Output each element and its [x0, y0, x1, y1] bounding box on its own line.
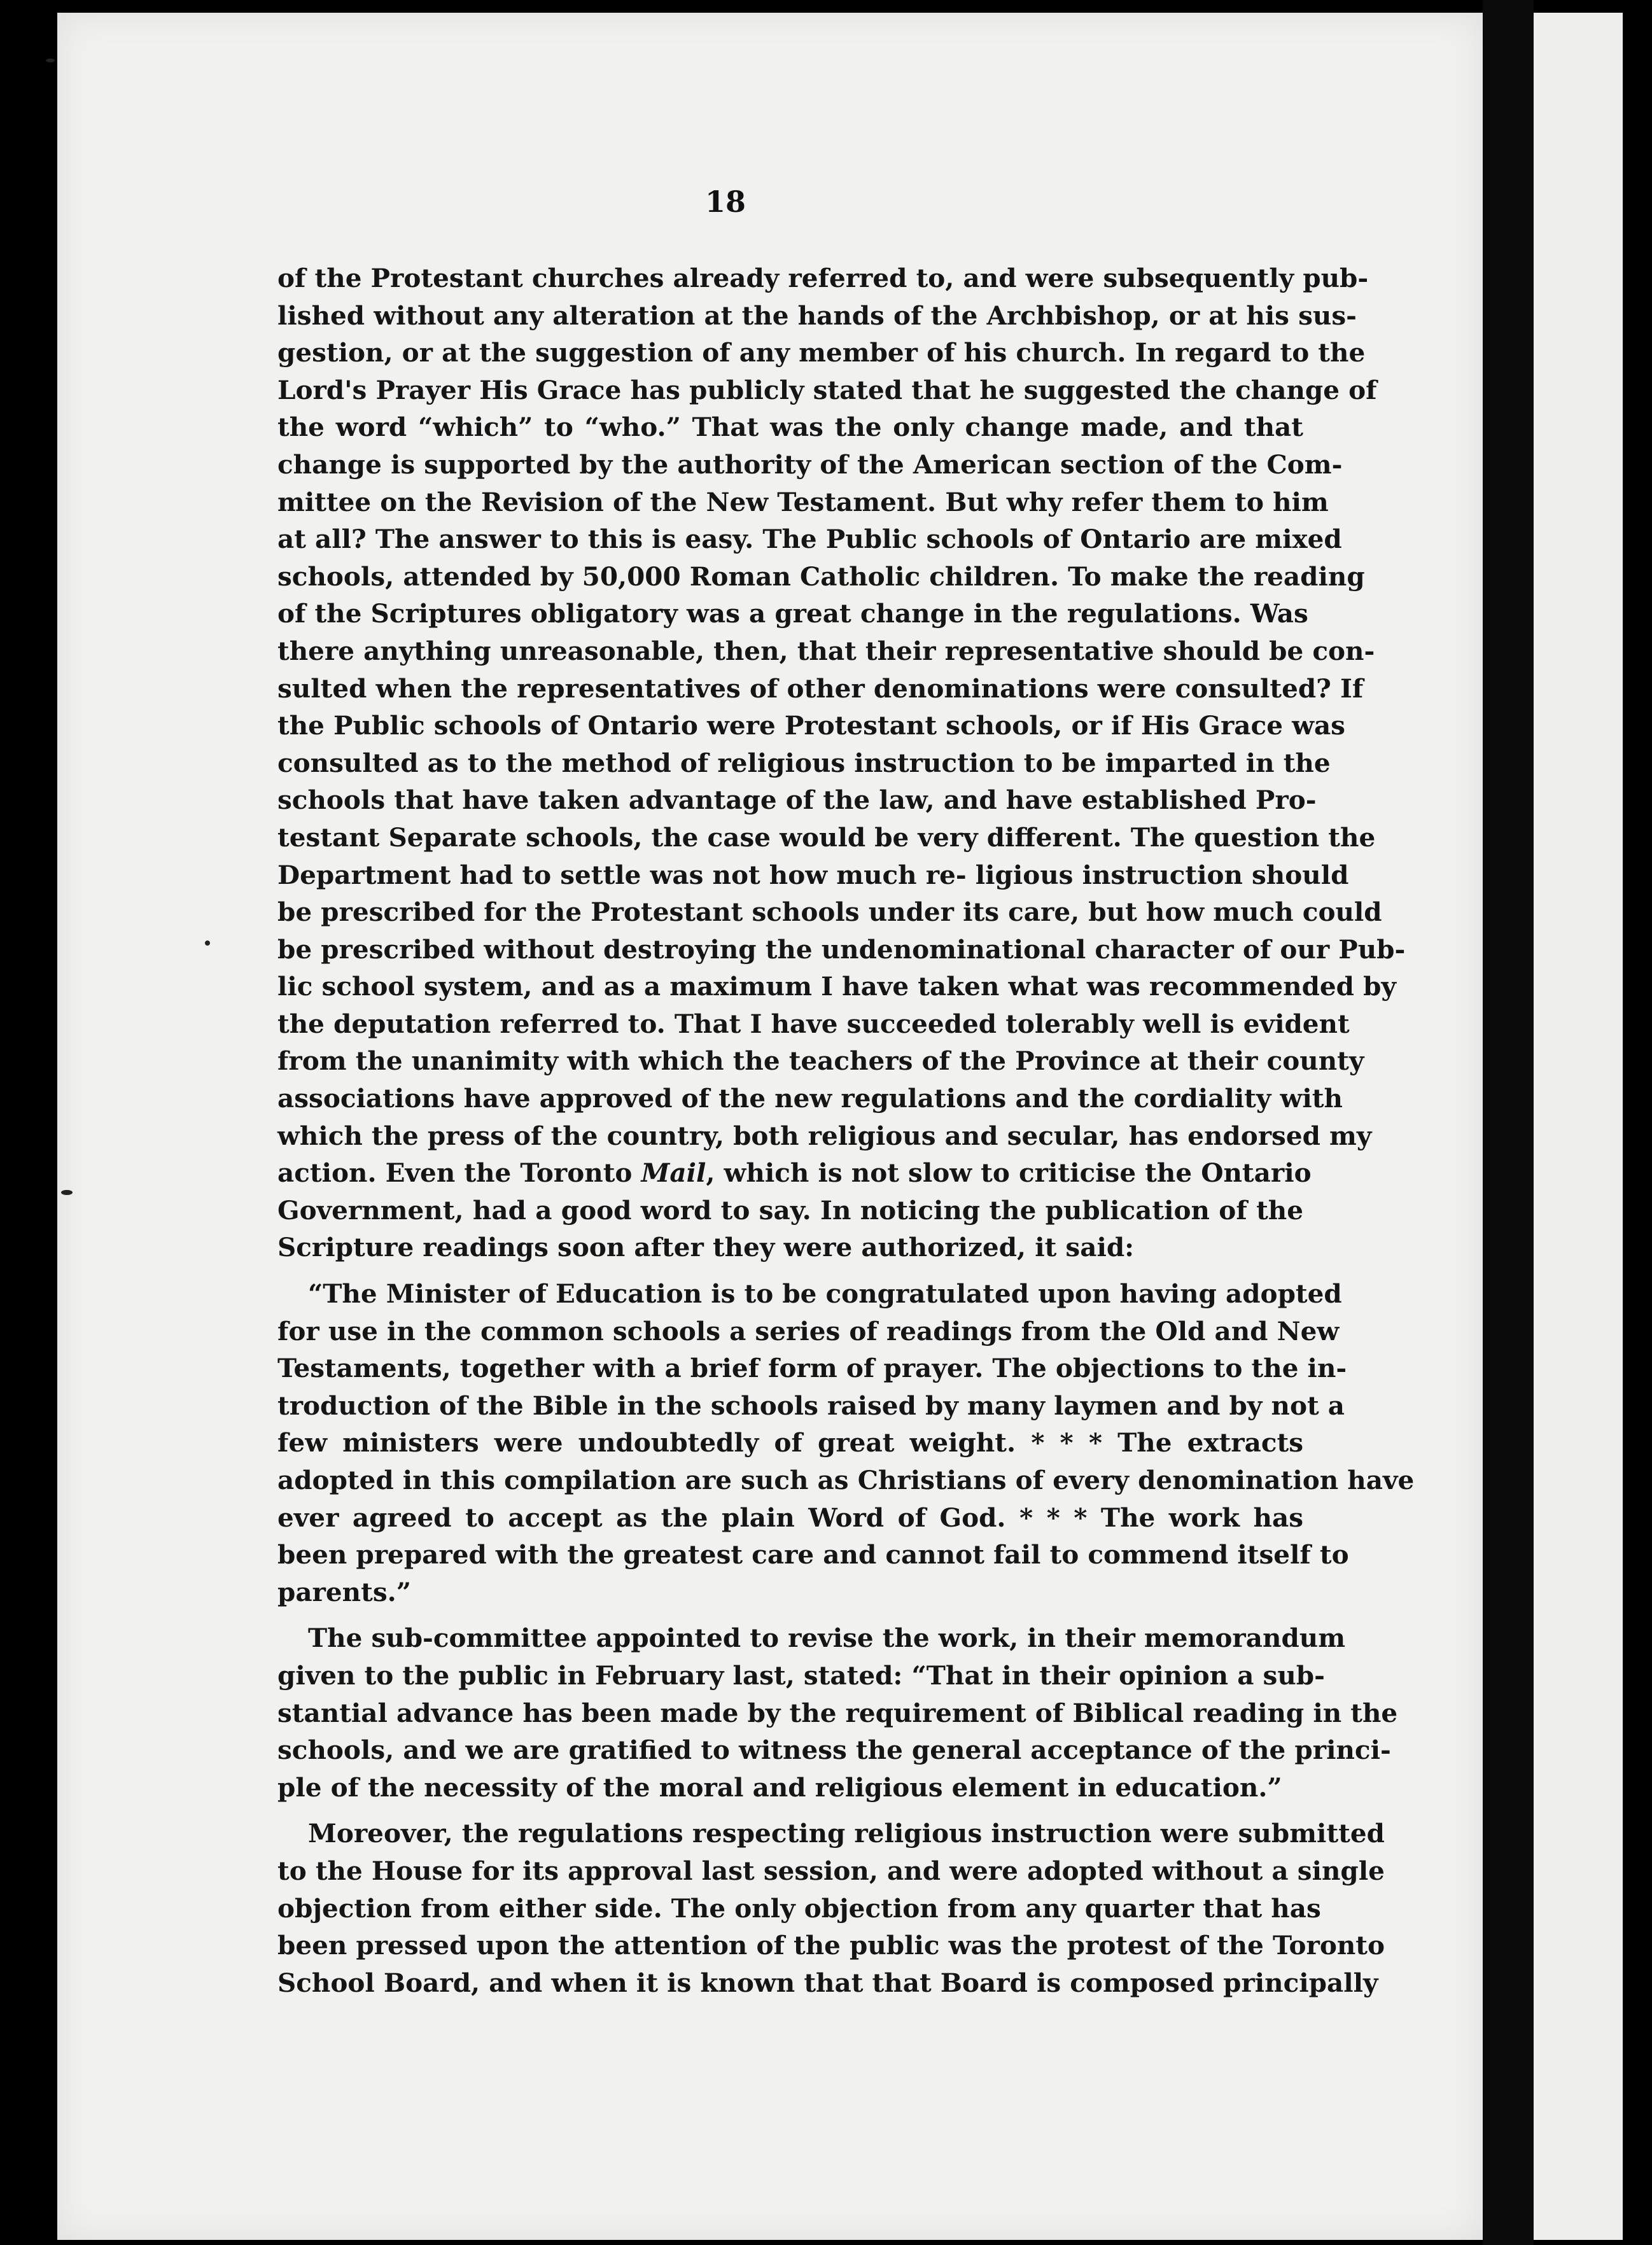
text-line: associations have approved of the new regulations and the cordiality with [277, 1083, 1343, 1114]
text-line: “The Minister of Education is to be congratulated upon having adopted [308, 1278, 1342, 1310]
text-line: action. Even the Toronto Mail, which is not slow to criticise the Ontario [277, 1157, 1312, 1189]
scan-speck [46, 59, 55, 62]
text-line: ple of the necessity of the moral and religious element in education.” [277, 1772, 1282, 1803]
text-line: few ministers were undoubtedly of great weight. * * * The extracts [277, 1427, 1303, 1458]
text-line: Testaments, together with a brief form of prayer. The objections to the in- [277, 1353, 1347, 1384]
text-line: objection from either side. The only objection from any quarter that has [277, 1892, 1321, 1924]
text-line: parents.” [277, 1576, 412, 1607]
text-line: Scripture readings soon after they were authorized, it said: [277, 1232, 1135, 1263]
binding-gap [1483, 0, 1534, 2245]
text-line: Department had to settle was not how much re- ligious instruction should [277, 859, 1349, 890]
text-line: of the Protestant churches already referred to, and were subsequently pub- [277, 263, 1369, 293]
text-line: consulted as to the method of religious instruction to be imparted in the [277, 747, 1331, 778]
text-line: schools, and we are gratified to witness the general acceptance of the princi- [277, 1735, 1391, 1766]
text-line: there anything unreasonable, then, that their representative should be con- [277, 635, 1375, 666]
text-line: the word “which” to “who.” That was the only change made, and that [277, 412, 1303, 443]
text-line: been prepared with the greatest care and cannot fail to commend itself to [277, 1539, 1349, 1570]
text-line: given to the public in February last, stated: “That in their opinion a sub- [277, 1660, 1325, 1691]
text-line: lic school system, and as a maximum I have taken what was recommended by [277, 971, 1396, 1002]
page-number: 18 [704, 185, 746, 219]
text-line: to the House for its approval last session, and were adopted without a single [277, 1855, 1385, 1886]
paragraph [277, 260, 1406, 1266]
text-line: be prescribed for the Protestant schools under its care, but how much could [277, 897, 1382, 928]
text-line: ever agreed to accept as the plain Word of God. * * * The work has [277, 1502, 1303, 1533]
text-line: testant Separate schools, the case would be very different. The question the [277, 822, 1376, 853]
text-line: School Board, and when it is known that that Board is composed principally [277, 1967, 1378, 1998]
adjacent-page-edge [1534, 13, 1623, 2240]
text-line: adopted in this compilation are such as Christians of every denomination have [277, 1465, 1415, 1495]
body-text [277, 260, 1415, 2001]
text-line: gestion, or at the suggestion of any member of his church. In regard to the [277, 337, 1366, 368]
text-line: Moreover, the regulations respecting religious instruction were submitted [308, 1818, 1385, 1849]
text-line: at all? The answer to this is easy. The Public schools of Ontario are mixed [277, 524, 1342, 555]
scan-speck [205, 941, 210, 946]
quotation-paragraph [277, 1275, 1415, 1611]
text-line: Government, had a good word to say. In noticing the publication of the [277, 1194, 1303, 1226]
text-line: change is supported by the authority of the American section of the Com- [277, 449, 1343, 480]
paragraph [277, 1815, 1385, 2001]
text-line: the Public schools of Ontario were Protestant schools, or if His Grace was [277, 710, 1345, 741]
text-line: which the press of the country, both religious and secular, has endorsed my [277, 1120, 1372, 1151]
text-line: mittee on the Revision of the New Testament. But why refer them to him [277, 486, 1329, 517]
text-line: Lord's Prayer His Grace has publicly stated that he suggested the change of [277, 374, 1377, 405]
text-line: lished without any alteration at the hands of the Archbishop, or at his sus- [277, 300, 1357, 331]
text-line: The sub-committee appointed to revise the work, in their memorandum [308, 1623, 1346, 1654]
text-line: the deputation referred to. That I have succeeded tolerably well is evident [277, 1008, 1350, 1039]
text-line: troduction of the Bible in the schools raised by many laymen and by not a [277, 1390, 1345, 1421]
scan-speck [61, 1190, 73, 1195]
text-line: for use in the common schools a series of readings from the Old and New [277, 1315, 1340, 1346]
text-line: schools, attended by 50,000 Roman Catholic children. To make the reading [277, 561, 1365, 592]
text-line: schools that have taken advantage of the law, and have established Pro- [277, 785, 1317, 816]
text-line: been pressed upon the attention of the public was the protest of the Toronto [277, 1930, 1385, 1961]
text-line: be prescribed without destroying the undenominational character of our Pub- [277, 934, 1406, 965]
text-line: sulted when the representatives of other denominations were consulted? If [277, 673, 1364, 704]
text-line: from the unanimity with which the teachers of the Province at their county [277, 1046, 1364, 1077]
text-line: stantial advance has been made by the requirement of Biblical reading in the [277, 1697, 1398, 1728]
text-line: of the Scriptures obligatory was a great change in the regulations. Was [277, 598, 1308, 629]
paragraph [277, 1619, 1398, 1806]
